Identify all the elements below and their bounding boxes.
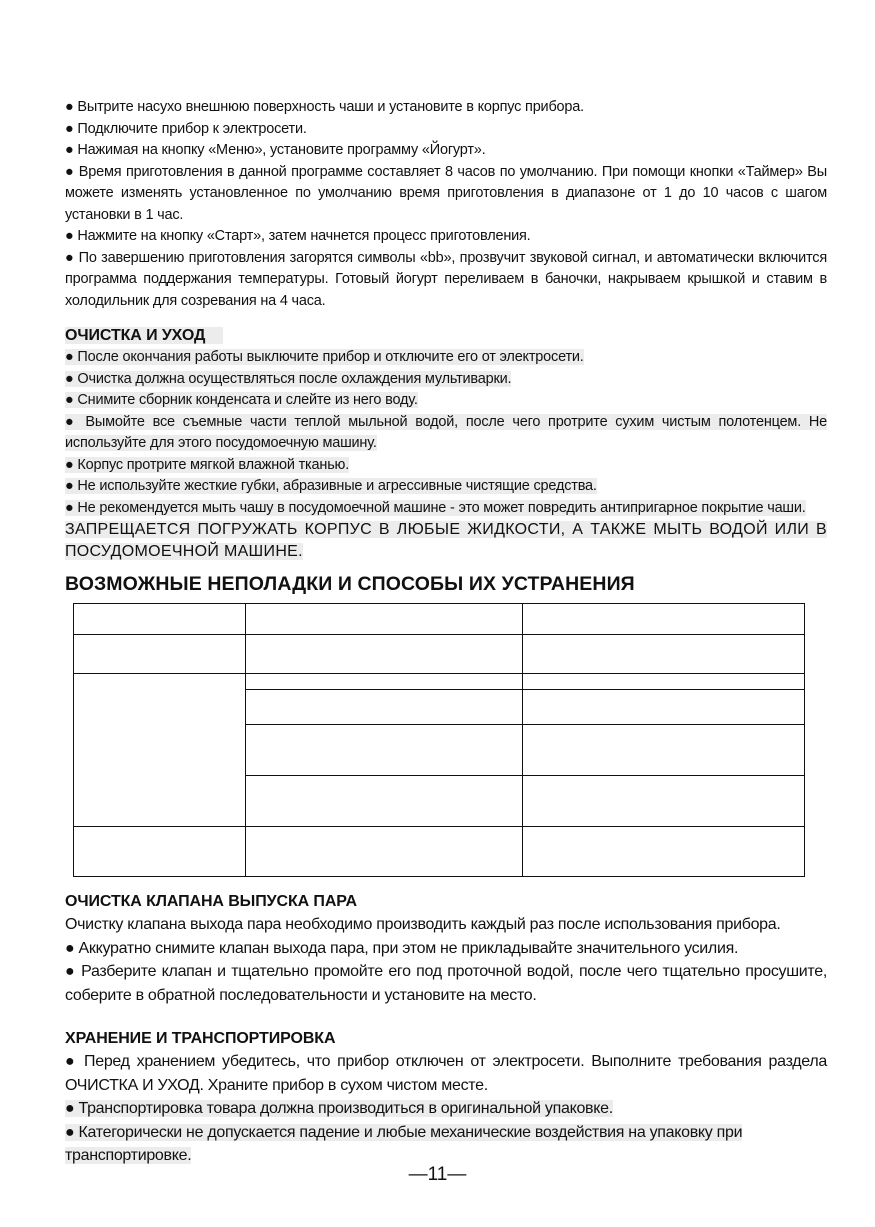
- storage-paragraph: ● Перед хранением убедитесь, что прибор отключен от электросети. Выполните требования раздела ОЧИСТКА И УХОД. Храните прибор в сухом чистом месте.: [65, 1053, 827, 1094]
- cleaning-item: [65, 455, 827, 477]
- valve-section: [65, 891, 827, 1007]
- cleaning-section: [65, 325, 827, 563]
- cleaning-item-text: ● Не используйте жесткие губки, абразивные и агрессивные чистящие средства.: [65, 478, 597, 494]
- cleaning-item-text: ● Вымойте все съемные части теплой мыльной водой, после чего протрите сухим чистым полотенцем. Не используйте для этого посудомоечную машину.: [65, 413, 827, 451]
- cleaning-warning-text: ЗАПРЕЩАЕТСЯ ПОГРУЖАТЬ КОРПУС В ЛЮБЫЕ ЖИДКОСТИ, А ТАКЖЕ МЫТЬ ВОДОЙ ИЛИ В ПОСУДОМОЕЧНОЙ МАШИНЕ.: [65, 521, 827, 560]
- storage-title: ХРАНЕНИЕ И ТРАНСПОРТИРОВКА: [65, 1030, 336, 1047]
- troubleshooting-section: [65, 571, 827, 597]
- storage-paragraph-text: ● Транспортировка товара должна производиться в оригинальной упаковке.: [65, 1100, 613, 1117]
- cleaning-item: [65, 498, 827, 520]
- troubleshooting-title: ВОЗМОЖНЫЕ НЕПОЛАДКИ И СПОСОБЫ ИХ УСТРАНЕНИЯ: [65, 573, 635, 595]
- cleaning-item-text: ● Не рекомендуется мыть чашу в посудомоечной машине - это может повредить антипригарное покрытие чаши.: [65, 499, 806, 516]
- intro-paragraph: ● По завершению приготовления загорятся символы «bb», прозвучит звуковой сигнал, и автоматически включится программа поддержания температуры. Готовый йогурт переливаем в баночки, накрываем крышкой и ставим в холодильник для созревания на 4 часа.: [65, 249, 827, 309]
- storage-paragraph: [65, 1097, 827, 1121]
- cleaning-item-text: ● Корпус протрите мягкой влажной тканью.: [65, 456, 350, 473]
- storage-paragraph-text: ● Категорически не допускается падение и любые механические воздействия на упаковку при транспортировке.: [65, 1123, 743, 1164]
- intro-paragraph: ● Подключите прибор к электросети.: [65, 120, 307, 137]
- valve-paragraph: Очистку клапана выхода пара необходимо производить каждый раз после использования прибора.: [65, 916, 781, 933]
- cleaning-title: [65, 325, 827, 347]
- cleaning-item-text: ● После окончания работы выключите прибор и отключите его от электросети.: [65, 349, 584, 365]
- cleaning-item: [65, 347, 827, 369]
- intro-paragraph: ● Время приготовления в данной программе составляет 8 часов по умолчанию. При помощи кнопки «Таймер» Вы можете изменять установленное по умолчанию время приготовления в диапазоне от 1 до 10 часов с шагом установки в 1 час.: [65, 163, 827, 223]
- intro-paragraph: ● Вытрите насухо внешнюю поверхность чаши и установите в корпус прибора.: [65, 99, 584, 115]
- troubleshooting-table: [73, 603, 805, 877]
- cleaning-item: [65, 412, 827, 455]
- cleaning-item: [65, 369, 827, 391]
- valve-paragraph: ● Разберите клапан и тщательно промойте его под проточной водой, после чего тщательно просушите, соберите в обратной последовательности и установите на место.: [65, 963, 827, 1004]
- storage-section: [65, 1028, 827, 1168]
- page-number: —11—: [408, 1164, 467, 1185]
- table-outer-border: [74, 604, 805, 877]
- intro-paragraph: ● Нажмите на кнопку «Старт», затем начнется процесс приготовления.: [65, 228, 531, 244]
- cleaning-warning: [65, 519, 827, 563]
- cleaning-item: [65, 476, 827, 498]
- valve-title: ОЧИСТКА КЛАПАНА ВЫПУСКА ПАРА: [65, 893, 357, 910]
- troubleshooting-table-grid: [73, 603, 805, 877]
- cleaning-item-text: ● Очистка должна осуществляться после охлаждения мультиварки.: [65, 370, 512, 387]
- intro-section: [65, 97, 827, 312]
- cleaning-item: [65, 390, 827, 412]
- valve-paragraph: ● Аккуратно снимите клапан выхода пара, при этом не прикладывайте значительного усилия.: [65, 939, 739, 957]
- cleaning-title-text: ОЧИСТКА И УХОД: [65, 327, 223, 344]
- cleaning-item-text: ● Снимите сборник конденсата и слейте из него воду.: [65, 392, 418, 408]
- intro-paragraph: ● Нажимая на кнопку «Меню», установите программу «Йогурт».: [65, 142, 486, 158]
- storage-paragraph: [65, 1121, 827, 1168]
